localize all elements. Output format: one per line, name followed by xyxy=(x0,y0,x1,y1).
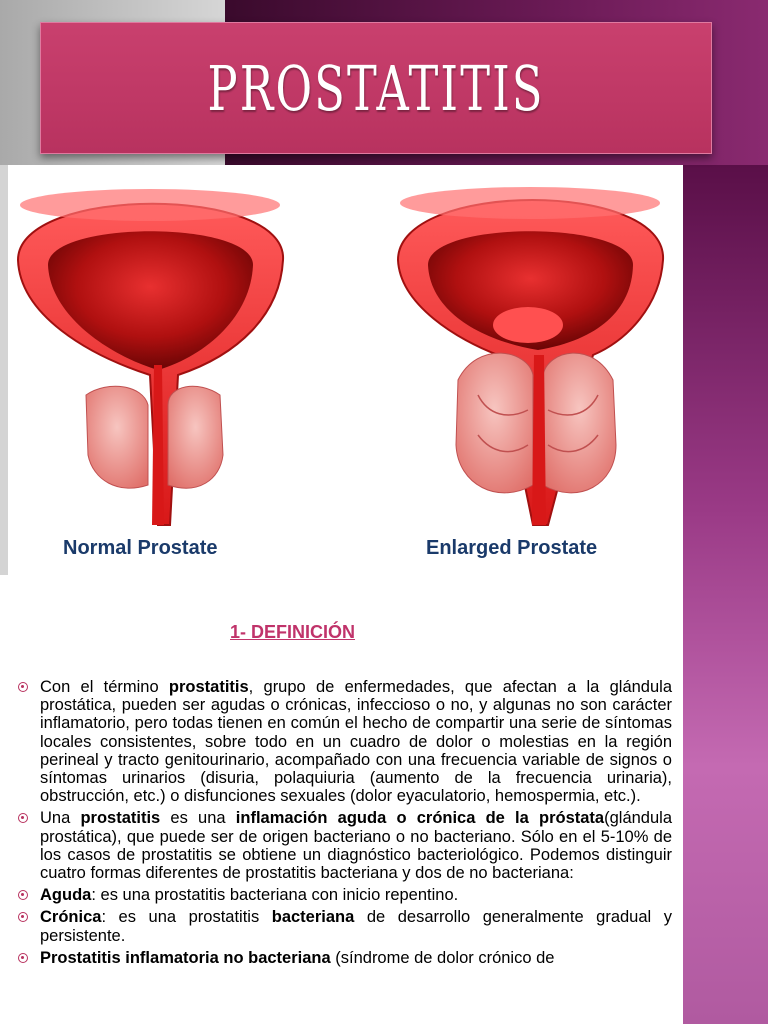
list-item xyxy=(16,949,672,967)
bullet-text: de desarrollo generalmente gradual y persistente. xyxy=(40,908,672,945)
bullet-text: Con el término xyxy=(40,678,169,696)
enlarged-prostate-figure xyxy=(398,187,663,525)
bullet-bold: Crónica xyxy=(40,908,102,927)
bullet-text: : es una prostatitis xyxy=(101,908,272,927)
list-item xyxy=(16,886,672,904)
bullet-text: , grupo de enfermedades, que afectan a la glándula prostática, pueden ser agudas o crónicas, infeccioso o no, y algunas no son carácter inflamatorio, pero todas tienen en común el hecho de compartir una serie de síntomas locales consistentes, sobre todo en un cuadro de dolor o molestias en la región perineal y tracto genitourinario, acompañado con una frecuencia variable de signos o síntomas urinarios (disuria, polaquiuria (aumento de la frecuencia urinaria), obstrucción, etc.) o disfunciones sexuales (dolor eyaculatorio, hemospermia, etc.). xyxy=(40,678,672,806)
list-item xyxy=(16,678,672,805)
bullet-bold: Aguda xyxy=(40,886,92,905)
bullet-bold: prostatitis xyxy=(80,809,161,828)
bullet-bold: prostatitis xyxy=(168,678,249,696)
bullet-text: : es una prostatitis bacteriana con inicio repentino. xyxy=(91,886,459,905)
bullet-text: es una xyxy=(160,809,236,828)
bullet-text: Una xyxy=(40,809,81,828)
bullet-icon xyxy=(18,813,28,823)
prostate-illustration xyxy=(8,165,683,575)
background-right-strip xyxy=(683,165,768,1024)
definition-list xyxy=(16,678,672,971)
section-heading: 1- DEFINICIÓN xyxy=(230,622,356,642)
bullet-icon xyxy=(18,953,28,963)
background-left-strip xyxy=(0,165,8,575)
page-title: PROSTATITIS xyxy=(207,51,545,125)
bullet-icon xyxy=(18,890,28,900)
bullet-bold: Prostatitis inflamatoria no bacteriana xyxy=(40,948,331,967)
caption-enlarged-prostate: Enlarged Prostate xyxy=(426,537,598,559)
prostate-diagram-svg xyxy=(8,165,683,575)
bullet-icon xyxy=(18,912,28,922)
title-banner xyxy=(40,22,712,154)
list-item xyxy=(16,809,672,882)
bullet-bold: inflamación aguda o crónica de la próstata xyxy=(235,809,605,828)
list-item xyxy=(16,908,672,944)
bullet-text: (síndrome de dolor crónico de xyxy=(330,948,555,967)
bullet-bold: bacteriana xyxy=(271,908,355,927)
caption-normal-prostate: Normal Prostate xyxy=(63,537,218,559)
bullet-text: (glándula prostática), que puede ser de origen bacteriano o no bacteriano. Sólo en el 5-10% de los casos de prostatitis se obtiene un diagnóstico bacteriológico. Podemos distinguir cuatro formas diferentes de prostatitis bacteriana y dos de no bacteriana: xyxy=(40,809,672,883)
bullet-icon xyxy=(18,682,28,692)
normal-prostate-figure xyxy=(18,189,283,525)
